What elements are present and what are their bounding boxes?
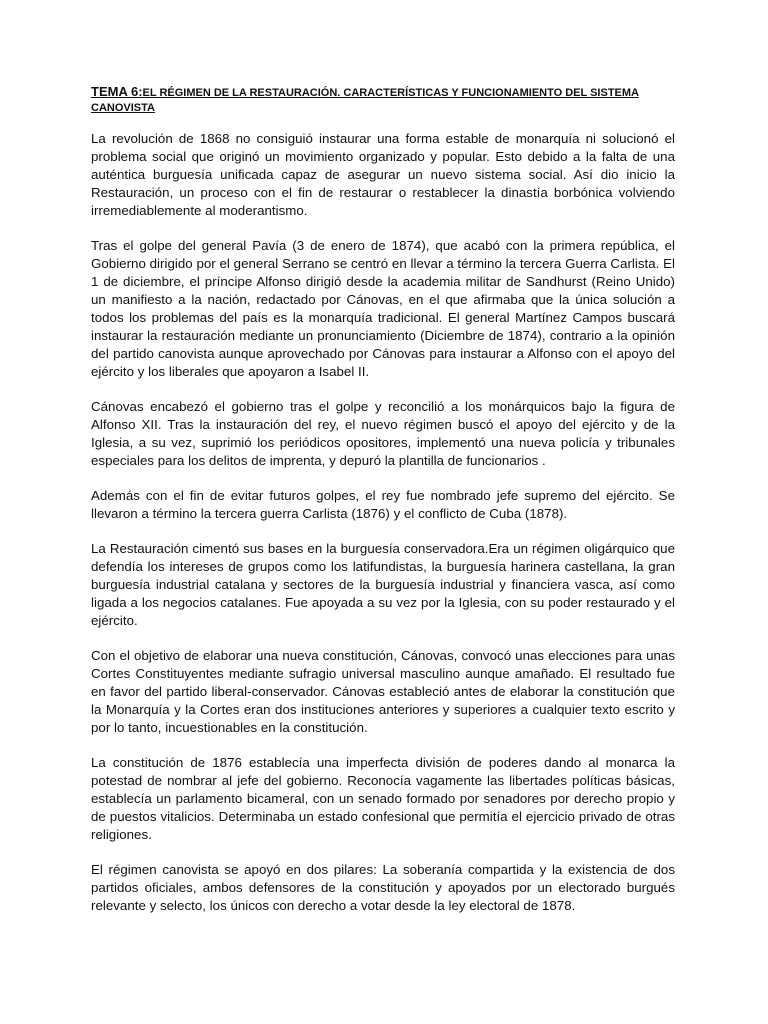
- paragraph-6: Con el objetivo de elaborar una nueva constitución, Cánovas, convocó unas elecciones para unas Cortes Constituyentes mediante sufragio universal masculino aunque amañado. El resultado fue en favor del partido liberal-conservador. Cánovas estableció antes de elaborar la constitución que la Monarquía y la Cortes eran dos instituciones anteriores y superiores a cualquier texto escrito y por lo tanto, incuestionables en la constitución.: [91, 648, 675, 735]
- paragraph-5: La Restauración cimentó sus bases en la burguesía conservadora.Era un régimen oligárquico que defendía los intereses de grupos como los latifundistas, la burguesía harinera castellana, la gran burguesía industrial catalana y sectores de la burguesía industrial y financiera vasca, así como ligada a los negocios catalanes. Fue apoyada a su vez por la Iglesia, con su poder restaurado y el ejército.: [91, 541, 675, 628]
- paragraph-3: Cánovas encabezó el gobierno tras el golpe y reconcilió a los monárquicos bajo la figura de Alfonso XII. Tras la instauración del rey, el nuevo régimen buscó el apoyo del ejército y de la Iglesia, a su vez, suprimió los periódicos opositores, implementó una nueva policía y tribunales especiales para los delitos de imprenta, y depuró la plantilla de funcionarios .: [91, 399, 675, 468]
- paragraph-1: La revolución de 1868 no consiguió instaurar una forma estable de monarquía ni solucionó el problema social que originó un movimiento organizado y popular. Esto debido a la falta de una auténtica burguesía unificada capaz de asegurar un nuevo sistema social. Así dio inicio la Restauración, un proceso con el fin de restaurar o restablecer la dinastía borbónica volviendo irremediablemente al moderantismo.: [91, 131, 675, 218]
- paragraph-7: La constitución de 1876 establecía una imperfecta división de poderes dando al monarca la potestad de nombrar al jefe del gobierno. Reconocía vagamente las libertades políticas básicas, establecía un parlamento bicameral, con un senado formado por senadores por derecho propio y de puestos vitalicios. Determinaba un estado confesional que permitía el ejercicio privado de otras religiones.: [91, 755, 675, 842]
- paragraph-8: El régimen canovista se apoyó en dos pilares: La soberanía compartida y la existencia de dos partidos oficiales, ambos defensores de la constitución y apoyados por un electorado burgués relevante y selecto, los únicos con derecho a votar desde la ley electoral de 1878.: [91, 862, 675, 913]
- topic-title: EL RÉGIMEN DE LA RESTAURACIÓN. CARACTERÍSTICAS Y FUNCIONAMIENTO DEL SISTEMA CANOVISTA: [91, 87, 639, 114]
- topic-number: TEMA 6:: [91, 84, 143, 99]
- paragraph-4: Además con el fin de evitar futuros golpes, el rey fue nombrado jefe supremo del ejército. Se llevaron a término la tercera guerra Carlista (1876) y el conflicto de Cuba (1878).: [91, 488, 675, 521]
- paragraph-2: Tras el golpe del general Pavía (3 de enero de 1874), que acabó con la primera república, el Gobierno dirigido por el general Serrano se centró en llevar a término la tercera Guerra Carlista. El 1 de diciembre, el príncipe Alfonso dirigió desde la academia militar de Sandhurst (Reino Unido) un manifiesto a la nación, redactado por Cánovas, en el que afirmaba que la única solución a todos los problemas del país es la monarquía tradicional. El general Martínez Campos buscará instaurar la restauración mediante un pronunciamiento (Diciembre de 1874), contrario a la opinión del partido canovista aunque aprovechado por Cánovas para instaurar a Alfonso con el apoyo del ejército y los liberales que apoyaron a Isabel II.: [91, 238, 675, 379]
- document-heading: [91, 84, 675, 116]
- document-content: [91, 84, 675, 932]
